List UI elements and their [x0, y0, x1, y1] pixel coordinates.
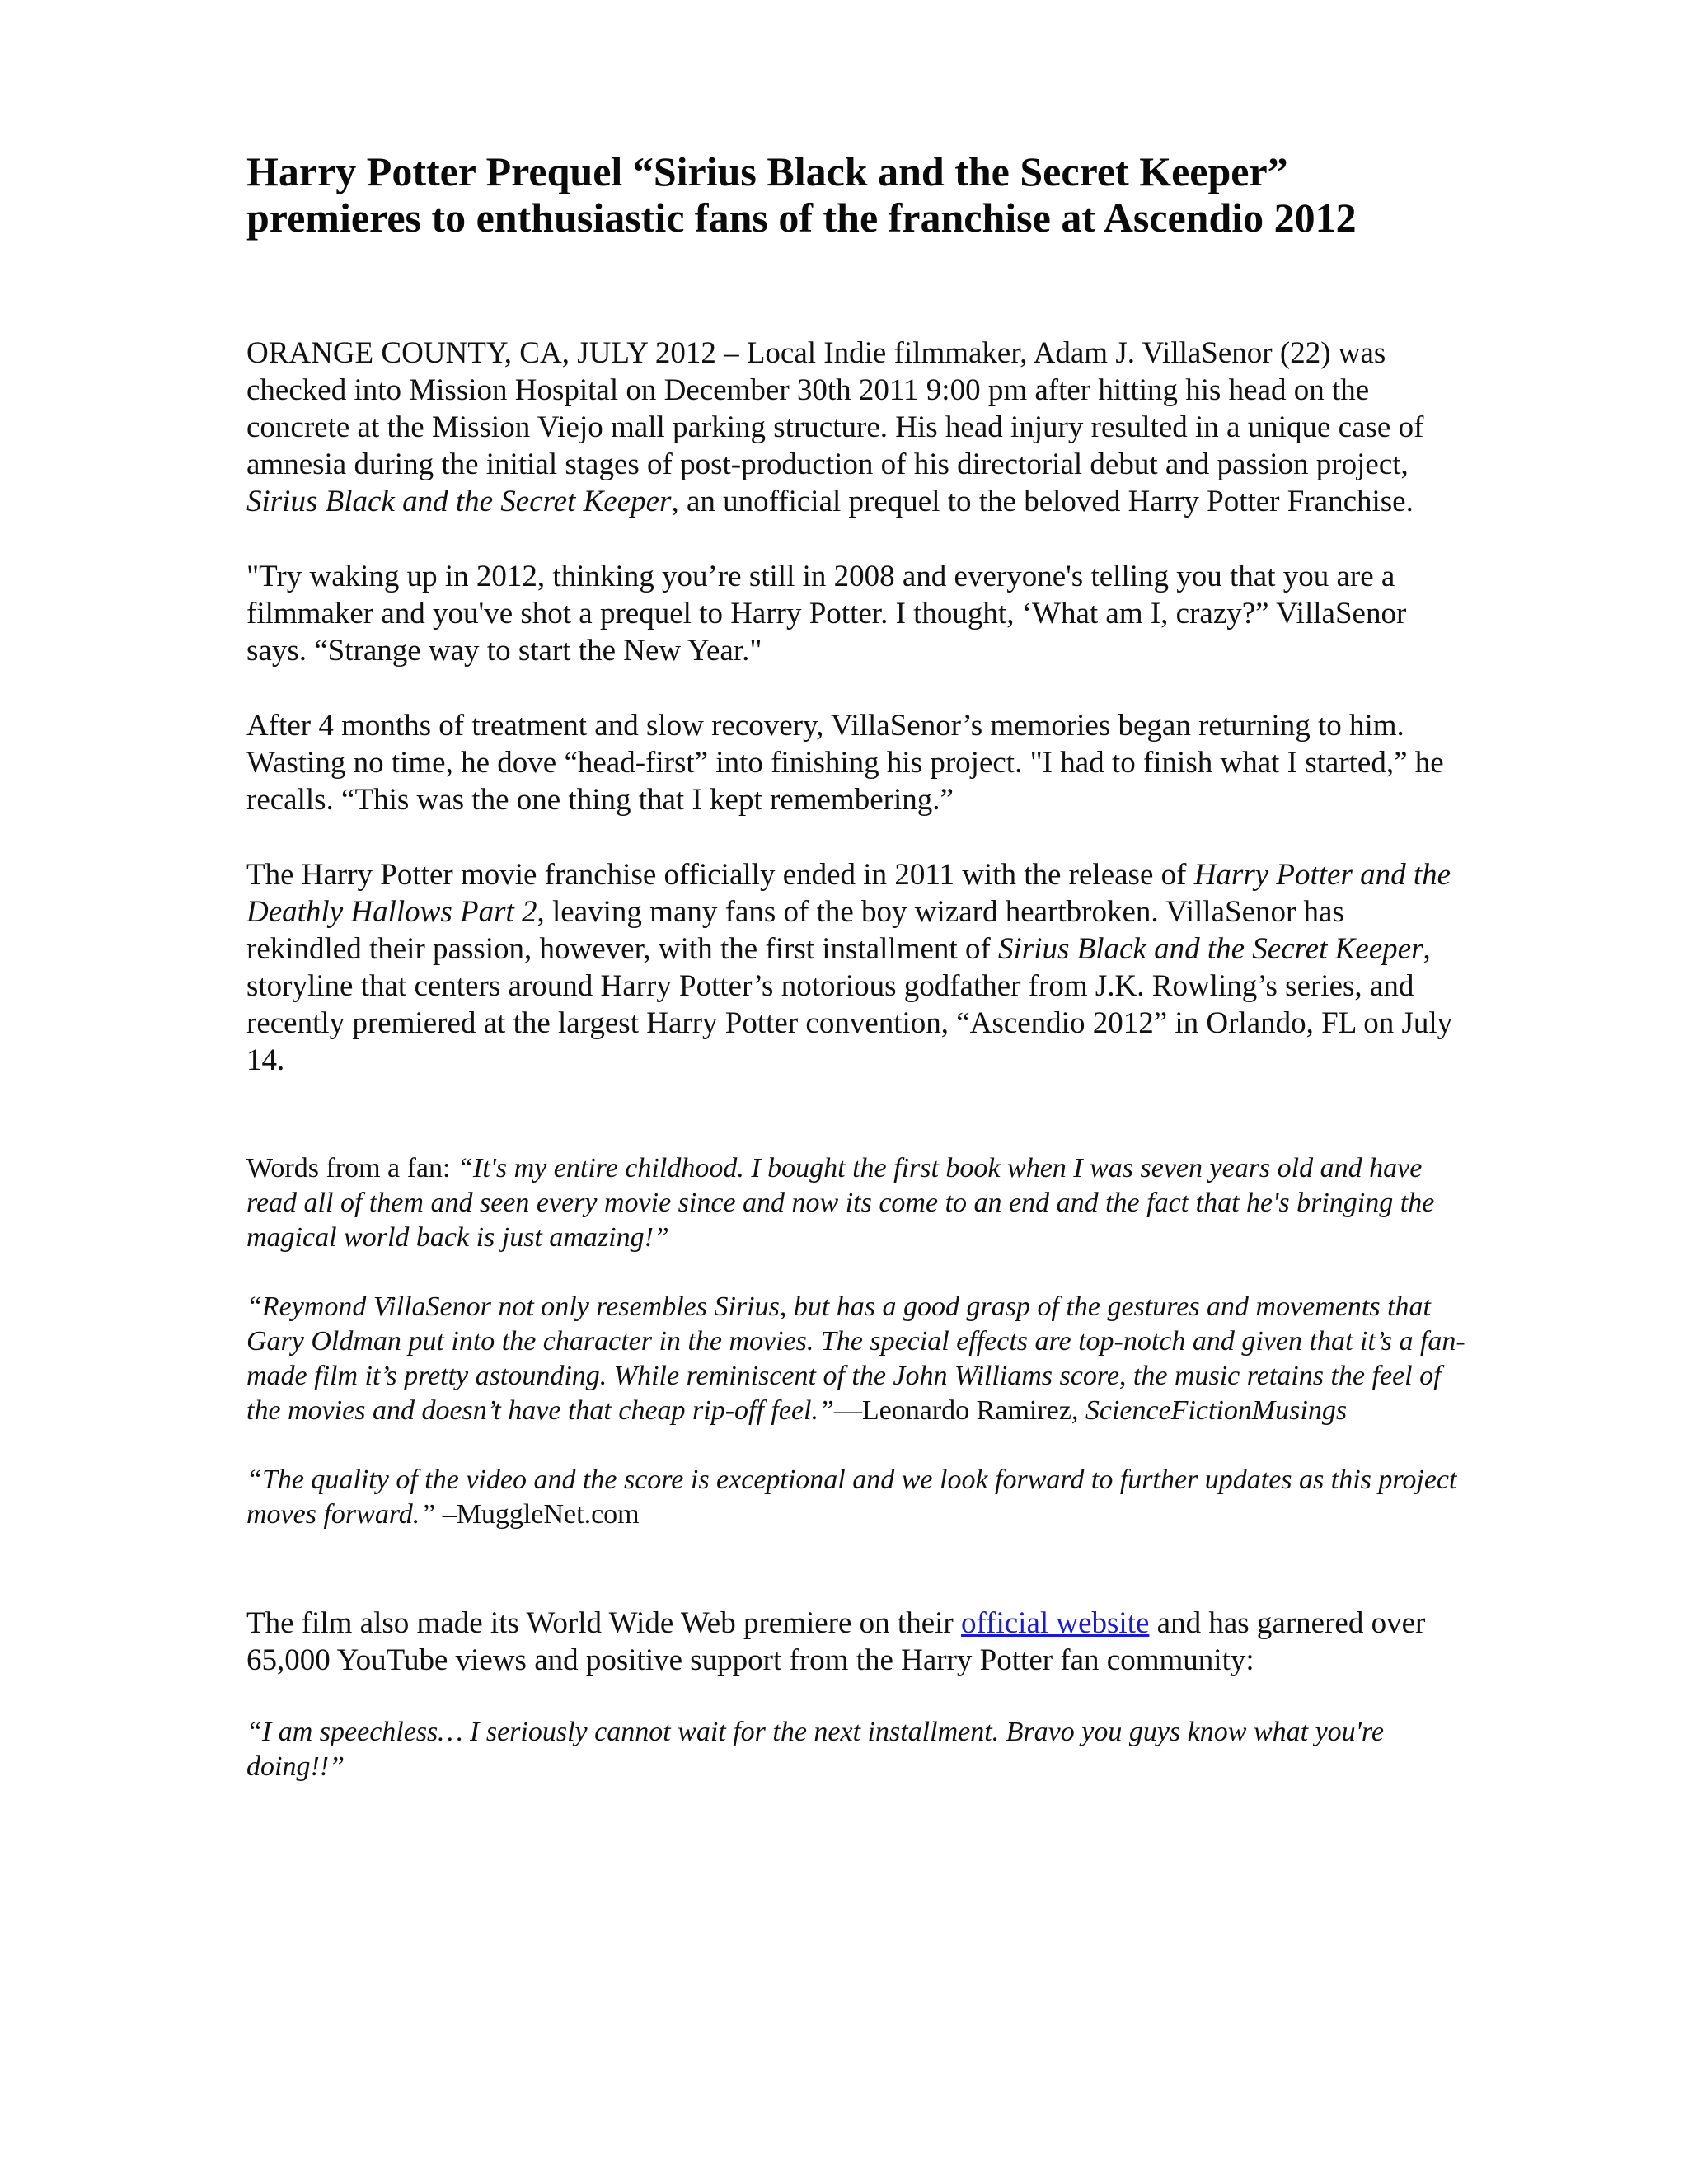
- fan-quote-speechless-text: “I am speechless… I seriously cannot wait for the next installment. Bravo you guys know what you're doing!!”: [246, 1717, 1384, 1782]
- review-quote-mugglenet-text: “The quality of the video and the score is exceptional and we look forward to further updates as this project moves forward.”: [246, 1465, 1457, 1530]
- press-release-title: [246, 148, 1466, 241]
- franchise-text-2: , leaving many fans of the boy wizard heartbroken. VillaSenor has rekindled their passion, however, with the first installment of: [246, 895, 1344, 966]
- intro-text-end: , an unofficial prequel to the beloved Harry Potter Franchise.: [671, 485, 1414, 518]
- title-line-2: premieres to enthusiastic fans of the franchise at Ascendio 2012: [246, 194, 1357, 241]
- deathly-hallows-italic: Harry Potter and the Deathly Hallows Part 2: [246, 858, 1451, 929]
- fan-quote-childhood: [246, 1151, 1466, 1255]
- recovery-text: After 4 months of treatment and slow recovery, VillaSenor’s memories began returning to him. Wasting no time, he dove “head-first” into finishing his project. "I had to finish what I started,” he recalls. “This was the one thing that I kept remembering.”: [246, 709, 1444, 817]
- villasenor-quote-text: "Try waking up in 2012, thinking you’re still in 2008 and everyone's telling you that you are a filmmaker and you've shot a prequel to Harry Potter. I thought, ‘What am I, crazy?” VillaSenor says. “Strange way to start the New Year.": [246, 560, 1407, 668]
- paragraph-recovery: [246, 707, 1466, 818]
- review-quote-mugglenet: [246, 1463, 1466, 1532]
- film-title-italic: Sirius Black and the Secret Keeper: [246, 485, 672, 518]
- fan-quote-speechless: [246, 1715, 1466, 1784]
- web-premiere-text: The film also made its World Wide Web premiere on their: [246, 1606, 961, 1640]
- paragraph-web-premiere: [246, 1605, 1466, 1679]
- review-attribution-source: , ScienceFictionMusings: [1071, 1395, 1348, 1426]
- fan-quote-childhood-text: “It's my entire childhood. I bought the first book when I was seven years old and have read all of them and seen every movie since and now its come to an end and the fact that he's bringing the magical world back is just amazing!”: [246, 1153, 1435, 1253]
- mugglenet-attribution: –MuggleNet.com: [442, 1499, 640, 1530]
- sirius-black-italic: Sirius Black and the Secret Keeper: [998, 932, 1423, 966]
- review-quote-scifi-text: “Reymond VillaSenor not only resembles Sirius, but has a good grasp of the gestures and movements that Gary Oldman put into the character in the movies. The special effects are top-notch and given that it’s a fan-made film it’s pretty astounding. While reminiscent of the John Williams score, the music retains the feel of the movies and doesn’t have that cheap rip-off feel.”: [246, 1291, 1465, 1426]
- press-release-body: [246, 148, 1466, 1784]
- web-premiere-text-end: and has garnered over 65,000 YouTube views and positive support from the Harry Potter fan community:: [246, 1606, 1426, 1677]
- title-line-1: Harry Potter Prequel “Sirius Black and the Secret Keeper”: [246, 148, 1288, 194]
- franchise-text-3: , storyline that centers around Harry Potter’s notorious godfather from J.K. Rowling’s series, and recently premiered at the largest Harry Potter convention, “Ascendio 2012” in Orlando, FL on July 14.: [246, 932, 1453, 1077]
- franchise-text-1: The Harry Potter movie franchise officially ended in 2011 with the release of: [246, 858, 1194, 892]
- fan-quote-prefix: Words from a fan:: [246, 1153, 457, 1183]
- paragraph-quote-villasenor: [246, 558, 1466, 669]
- paragraph-franchise: [246, 856, 1466, 1079]
- paragraph-intro: [246, 335, 1466, 520]
- official-website-link[interactable]: official website: [960, 1606, 1150, 1640]
- review-attribution-name: —Leonardo Ramirez: [833, 1395, 1071, 1426]
- intro-text: ORANGE COUNTY, CA, JULY 2012 – Local Indie filmmaker, Adam J. VillaSenor (22) was checked into Mission Hospital on December 30th 2011 9:00 pm after hitting his head on the concrete at the Mission Viejo mall parking structure. His head injury resulted in a unique case of amnesia during the initial stages of post-production of his directorial debut and passion project,: [246, 336, 1424, 481]
- review-quote-scifi: [246, 1290, 1466, 1428]
